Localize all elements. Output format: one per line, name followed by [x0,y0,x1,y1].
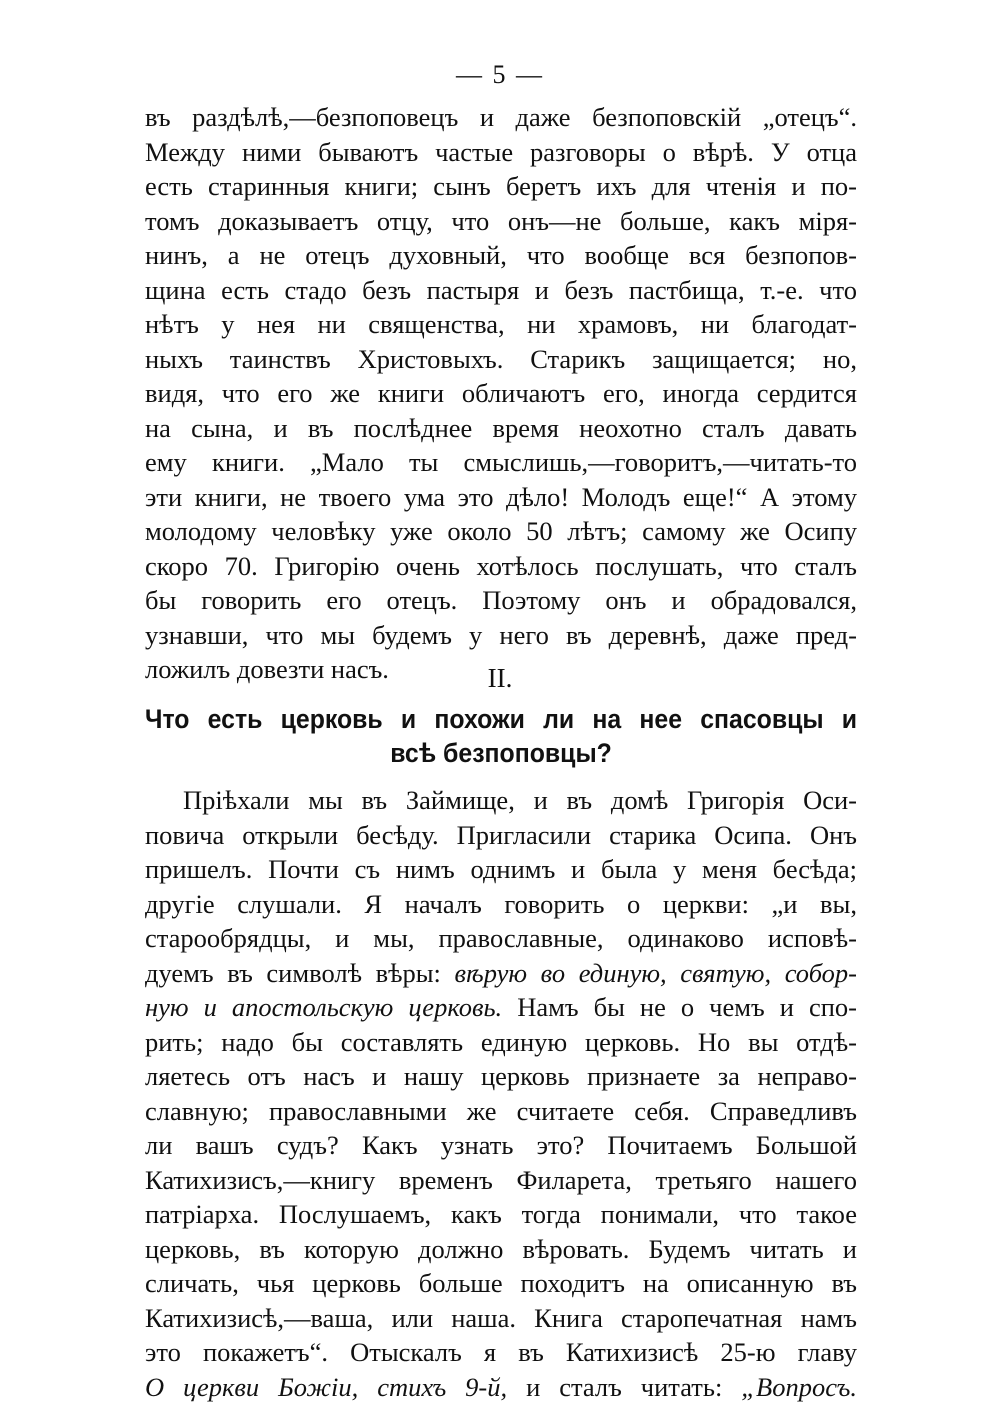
text-line-mixed [145,956,857,991]
text-line: ныхъ таинствъ Христовыхъ. Старикъ защищается; но, [145,343,857,374]
page-number: — 5 — [456,60,544,89]
italic-reference: О церкви Божіи, стихъ 9-й, [145,1371,508,1402]
text-line: молодому человѣку уже около 50 лѣтъ; самому же Осипу [145,516,857,546]
text-line: нинъ, а не отецъ духовный, что вообще вся безпопов- [145,240,857,270]
text-line: ложилъ довезти насъ. [145,654,389,684]
text-line: это покажетъ“. Отыскалъ я въ Катихизисѣ 25-ю главу [145,1337,857,1367]
text-line: эти книги, не твоего ума это дѣло! Молодъ еще!“ А этому [145,481,857,512]
text-line: славную; православными же считаете себя. Справедливъ [145,1095,857,1126]
text-line: Катихизисъ,—книгу временъ Филарета, третьяго нашего [145,1164,857,1195]
text-line: церковь, въ которую должно вѣровать. Будемъ читать и [145,1233,857,1264]
plain-text: дуемъ въ символѣ вѣры: [145,957,455,988]
text-line: сличать, чья церковь больше походитъ на описанную въ [145,1268,857,1298]
section-numeral: II. [487,663,513,693]
text-line: Пріѣхали мы въ Займище, и въ домѣ Григорія Оси- [183,785,857,815]
text-line: на сына, и въ послѣднее время неохотно сталъ давать [145,412,857,443]
text-line: видя, что его же книги обличаютъ его, иногда сердится [145,378,857,408]
text-line: скоро 70. Григорію очень хотѣлось послушать, что сталъ [145,550,857,581]
text-line: узнавши, что мы будемъ у него въ деревнѣ, даже пред- [145,619,857,650]
text-line: томъ доказываетъ отцу, что онъ—не больше, какъ міря- [145,205,857,236]
text-line: ему книги. „Мало ты смыслишь,—говоритъ,—читать-то [145,447,857,477]
heading-line: Что есть церковь и похожи ли на нее спасовцы и [145,704,858,734]
text-line-mixed [145,990,857,1025]
section-heading [145,702,858,770]
italic-quote: ную и апостольскую церковь. [145,992,503,1022]
text-line: патріарха. Послушаемъ, какъ тогда понимали, что такое [145,1199,857,1229]
paragraph-1 [145,100,857,687]
plain-text: Намъ бы не о чемъ и спо- [502,992,857,1022]
plain-text: и сталъ читать: [507,1371,742,1402]
text-line-mixed [145,1370,857,1405]
text-line: есть старинныя книги; сынъ беретъ ихъ для чтенія и по- [145,171,857,201]
text-line: Катихизисѣ,—ваша, или наша. Книга старопечатная намъ [145,1302,857,1333]
text-line: старообрядцы, и мы, православные, одинаково исповѣ- [145,923,857,953]
heading-line: всѣ безпоповцы? [390,738,612,768]
italic-quote: „Вопросъ. [741,1371,857,1402]
text-line: ли вашъ судъ? Какъ узнать это? Почитаемъ Большой [145,1130,857,1160]
text-line: бы говорить его отецъ. Поэтому онъ и обрадовался, [145,585,857,615]
text-line: нѣтъ у нея ни священства, ни храмовъ, ни благодат- [145,309,857,339]
text-line: щина есть стадо безъ пастыря и безъ пастбища, т.-е. что [145,274,857,305]
text-line: повича открыли бесѣду. Пригласили старика Осипа. Онъ [145,819,857,850]
text-line: въ раздѣлѣ,—безпоповецъ и даже безпоповскій „отецъ“. [145,102,857,132]
text-line: ляетесь отъ насъ и нашу церковь признаете за неправо- [145,1061,857,1091]
text-line: другіе слушали. Я началъ говорить о церкви: „и вы, [145,888,857,919]
text-line: рить; надо бы составлять единую церковь. Но вы отдѣ- [145,1026,857,1057]
paragraph-2 [145,783,857,1404]
text-line: пришелъ. Почти съ нимъ однимъ и была у меня бесѣда; [145,854,857,884]
italic-quote: вѣрую во единую, святую, собор- [454,957,857,988]
text-line: Между ними бываютъ частые разговоры о вѣрѣ. У отца [145,136,857,167]
